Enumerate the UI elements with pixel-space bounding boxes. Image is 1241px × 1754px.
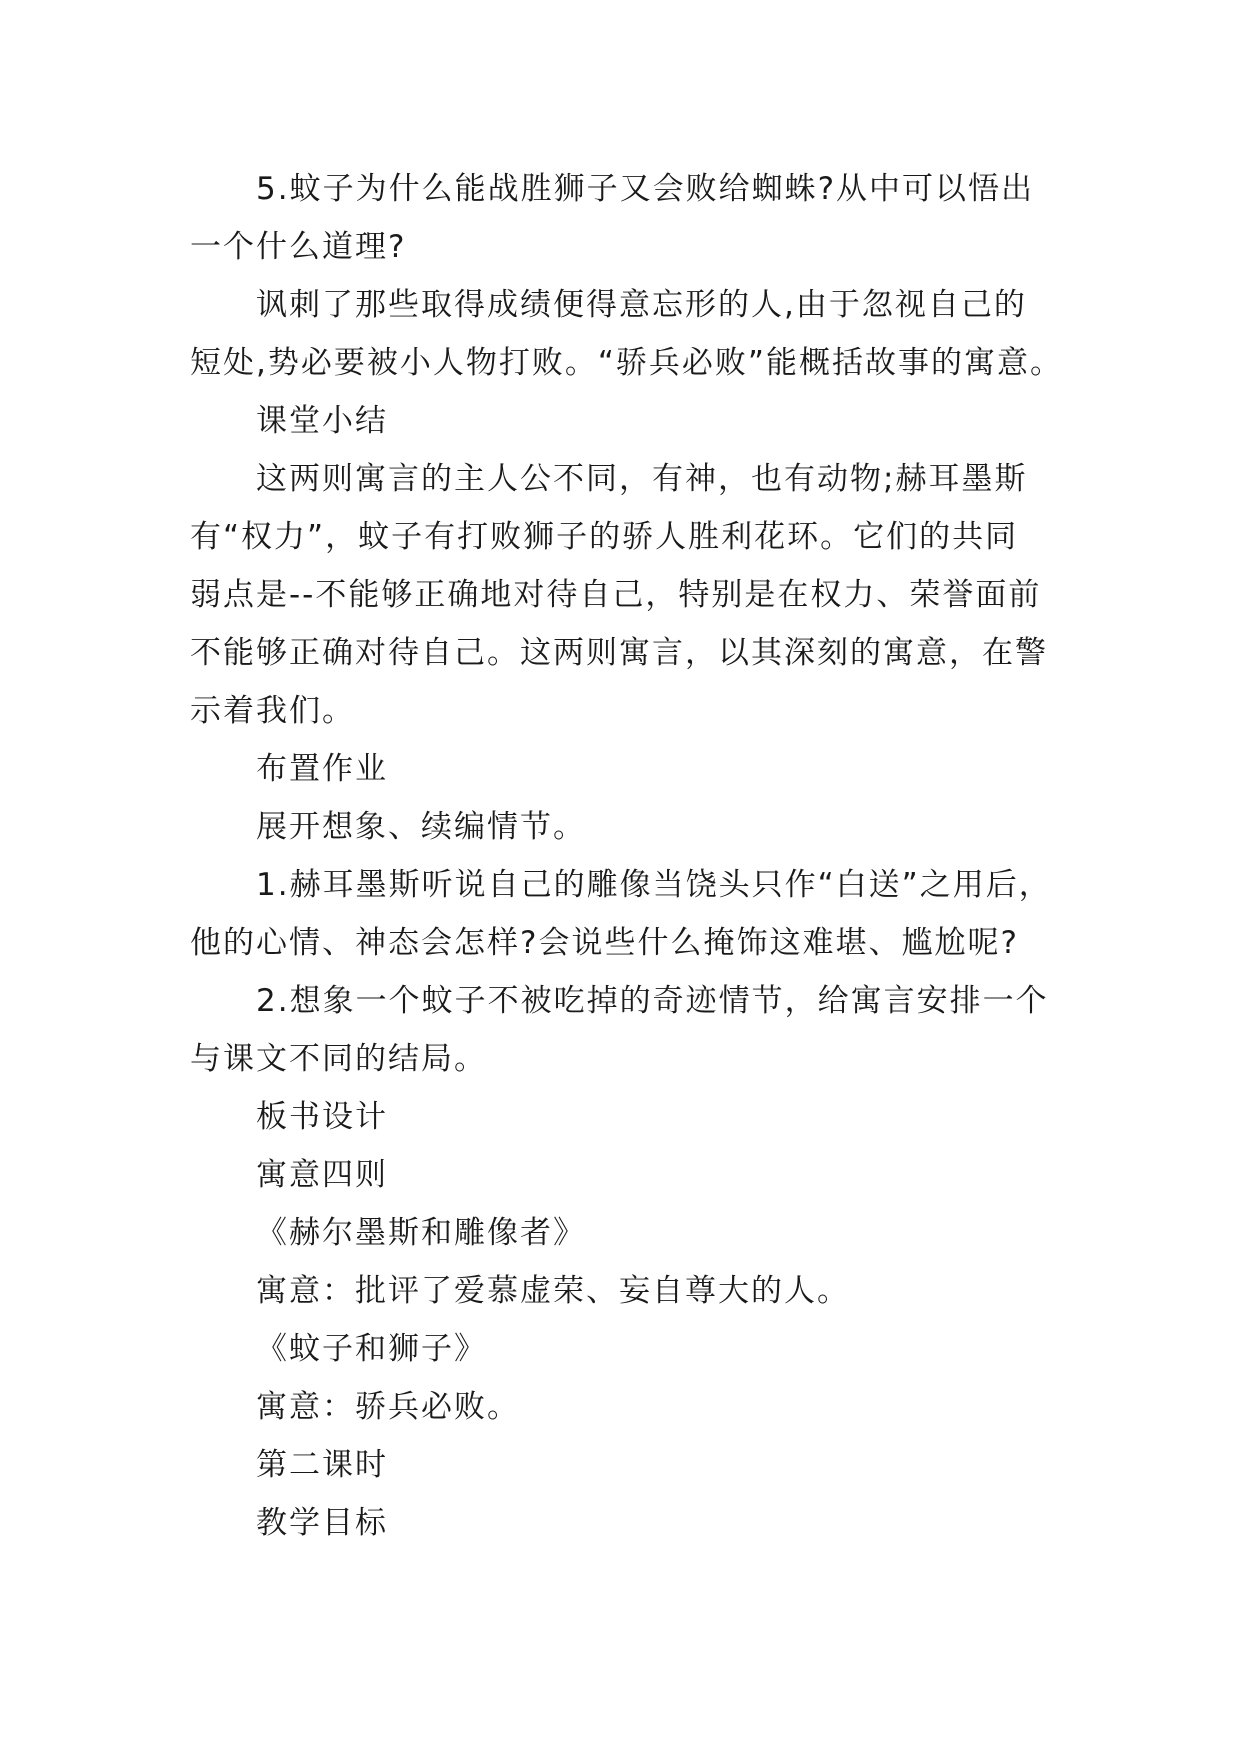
text-line: 不能够正确对待自己。这两则寓言，以其深刻的寓意，在警 — [190, 635, 1048, 671]
section-heading: 课堂小结 — [256, 403, 388, 439]
text-line: 讽刺了那些取得成绩便得意忘形的人,由于忽视自己的 — [256, 287, 1027, 323]
text-line: 短处,势必要被小人物打败。“骄兵必败”能概括故事的寓意。 — [190, 345, 1063, 381]
text-line: 一个什么道理? — [190, 229, 407, 265]
text-line: 1.赫耳墨斯听说自己的雕像当饶头只作“白送”之用后， — [256, 867, 1052, 903]
text-line: 《蚊子和狮子》 — [256, 1331, 487, 1367]
section-heading: 教学目标 — [256, 1505, 388, 1541]
text-line: 这两则寓言的主人公不同，有神，也有动物;赫耳墨斯 — [256, 461, 1028, 497]
text-line: 展开想象、续编情节。 — [256, 809, 586, 845]
text-line: 寓意：骄兵必败。 — [256, 1389, 520, 1425]
section-heading: 第二课时 — [256, 1447, 388, 1483]
document-body — [190, 160, 1063, 1552]
section-heading: 布置作业 — [256, 751, 388, 787]
text-line: 寓意：批评了爱慕虚荣、妄自尊大的人。 — [256, 1273, 850, 1309]
text-line: 弱点是--不能够正确地对待自己，特别是在权力、荣誉面前 — [190, 577, 1042, 613]
text-line: 与课文不同的结局。 — [190, 1041, 487, 1077]
text-line: 他的心情、神态会怎样?会说些什么掩饰这难堪、尴尬呢? — [190, 925, 1019, 961]
section-heading: 板书设计 — [256, 1099, 388, 1135]
text-line: 有“权力”，蚊子有打败狮子的骄人胜利花环。它们的共同 — [190, 519, 1019, 555]
text-line: 2.想象一个蚊子不被吃掉的奇迹情节，给寓言安排一个 — [256, 983, 1049, 1019]
text-line: 《赫尔墨斯和雕像者》 — [256, 1215, 586, 1251]
text-line: 寓意四则 — [256, 1157, 388, 1193]
text-line: 示着我们。 — [190, 693, 355, 729]
text-line: 5.蚊子为什么能战胜狮子又会败给蜘蛛?从中可以悟出 — [256, 171, 1035, 207]
